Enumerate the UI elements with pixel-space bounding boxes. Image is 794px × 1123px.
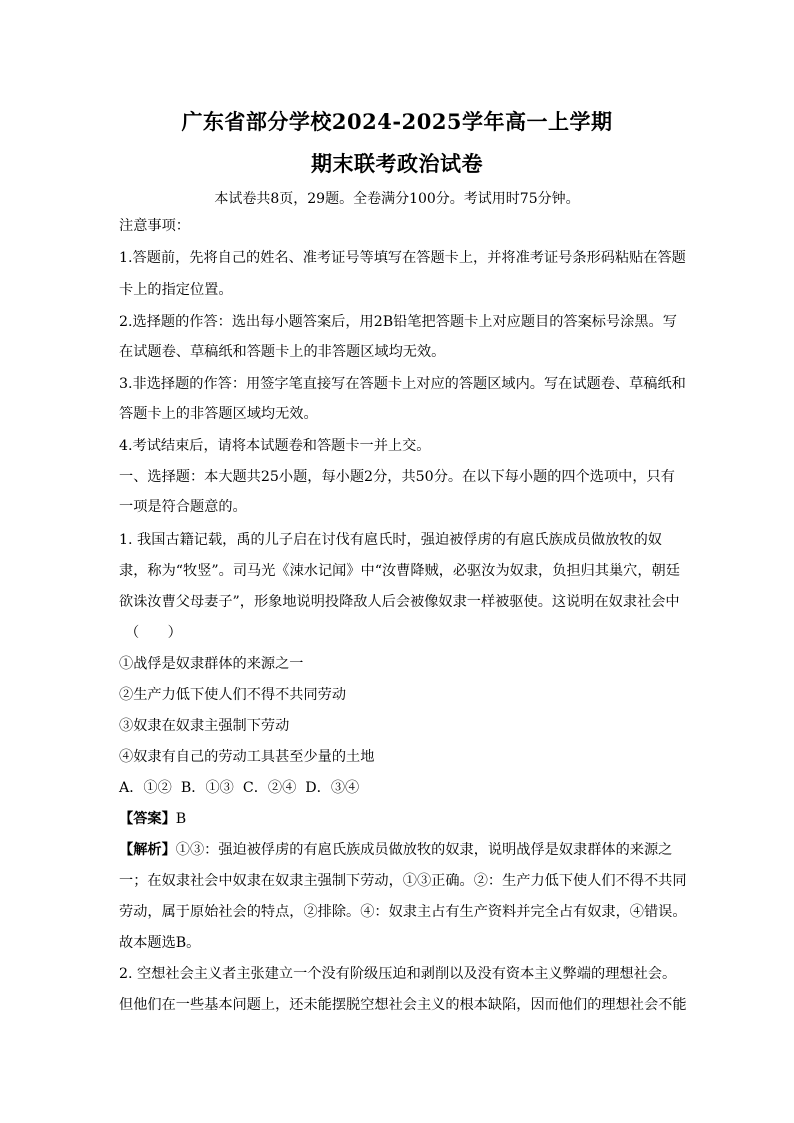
answer-value: B: [175, 811, 187, 827]
question-1-analysis: 劳动，属于原始社会的特点，②排除。④：奴隶主占有生产资料并完全占有奴隶，④错误。: [119, 904, 687, 920]
note-line: 2.选择题的作答：选出每小题答案后，用2B铅笔把答题卡上对应题目的答案标号涂黑。写: [119, 314, 677, 330]
question-1-analysis: 故本题选B。: [119, 935, 201, 951]
section-heading: 一、选择题：本大题共25小题，每小题2分，共50分。在以下每小题的四个选项中，只有: [119, 469, 675, 485]
exam-info: 本试卷共8页，29题。全卷满分100分。考试用时75分钟。: [214, 191, 580, 207]
note-line: 4.考试结束后，请将本试题卷和答题卡一并上交。: [119, 438, 431, 454]
question-1-options: A．①② B．①③ C．②④ D．③④: [119, 780, 360, 796]
question-1-statement: ③奴隶在奴隶主强制下劳动: [119, 718, 290, 734]
note-line: 在试题卷、草稿纸和答题卡上的非答题区域均无效。: [119, 344, 446, 360]
note-line: 答题卡上的非答题区域均无效。: [119, 406, 318, 422]
question-1-blank: （ ）: [125, 625, 182, 641]
question-1-analysis: 一；在奴隶社会中奴隶在奴隶主强制下劳动，①③正确。②：生产力低下使人们不得不共同: [119, 873, 687, 889]
analysis-text: ①③：强迫被俘虏的有扈氏族成员做放牧的奴隶，说明战俘是奴隶群体的来源之: [175, 842, 673, 858]
note-line: 1.答题前，先将自己的姓名、准考证号等填写在答题卡上，并将准考证号条形码粘贴在答题: [119, 250, 686, 266]
question-1-statement: ②生产力低下使人们不得不共同劳动: [119, 687, 347, 703]
question-2-stem: 但他们在一些基本问题上，还未能摆脱空想社会主义的根本缺陷，因而他们的理想社会不能: [119, 997, 687, 1013]
note-line: 3.非选择题的作答：用签字笔直接写在答题卡上对应的答题区域内。写在试题卷、草稿纸和: [119, 376, 686, 392]
page-title-line-2: 期末联考政治试卷: [311, 151, 483, 176]
analysis-label: 【解析】: [119, 842, 176, 858]
question-1-stem: 1. 我国古籍记载，禹的儿子启在讨伐有扈氏时，强迫被俘虏的有扈氏族成员做放牧的奴: [119, 532, 662, 548]
question-1-stem: 欲诛汝曹父母妻子”，形象地说明投降敌人后会被像奴隶一样被驱使。这说明在奴隶社会中: [119, 594, 680, 610]
section-heading: 一项是符合题意的。: [119, 499, 247, 515]
question-1-analysis: [119, 843, 672, 857]
question-2-stem: 2. 空想社会主义者主张建立一个没有阶级压迫和剥削以及没有资本主义弊端的理想社会。: [119, 966, 677, 982]
answer-label: 【答案】: [119, 811, 176, 827]
notes-heading: 注意事项：: [119, 218, 190, 234]
question-1-statement: ④奴隶有自己的劳动工具甚至少量的土地: [119, 749, 375, 765]
note-line: 卡上的指定位置。: [119, 282, 233, 298]
question-1-answer: [119, 812, 186, 826]
question-1-stem: 隶，称为“牧竖”。司马光《涑水记闻》中“汝曹降贼，必驱汝为奴隶，负担归其巢穴，朝廷: [119, 563, 680, 579]
question-1-statement: ①战俘是奴隶群体的来源之一: [119, 656, 304, 672]
page-title-line-1: 广东省部分学校2024-2025学年高一上学期: [181, 109, 613, 134]
